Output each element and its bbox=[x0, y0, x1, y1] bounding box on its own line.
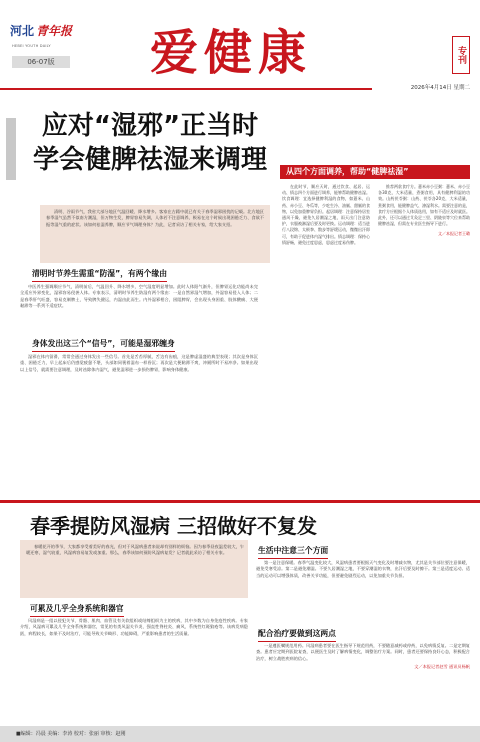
section-6-text: 一是遵医嘱规范用药。风湿病患者要在医生指导下规范用药，不要随意减药或停药，以免病情反复。二是定期复查。患者应定期到医院复查，以便医生及时了解病情变化，调整治疗方案。同时，患者还要保持良好心态，积极配合治疗，树立战胜疾病的信心。 bbox=[256, 643, 470, 661]
section-3-byline: 文／本报记者王璐 bbox=[438, 231, 470, 237]
brand-name: 青年报 bbox=[36, 23, 73, 38]
section-5-text: 第一是注意保暖。春季气温变化较大，风湿病患者要根据天气变化及时增减衣物，尤其是关节部位要注意保暖，避免受寒受凉。第二是避免潮湿。不要久居潮湿之地，不要穿潮湿的衣物，出汗后要及时擦干。第三是适度运动。适当的运动可以增强体质，改善关节功能，但要避免剧烈运动，以免加重关节负担。 bbox=[256, 560, 470, 578]
lead-text: 清明、谷雨节气，我省大部分地区气温回暖、降水增多。客家在古籍中就已有关于春季湿邪困扰的记载。北方地区春季湿气虽然不似南方潮湿，但万物生发，脾胃容易失调，人体若不注意调养，极易在这个时候出现困倦乏力、食欲不振等湿气重的症状。该如何祛湿养脾，顺应节气调理身体？为此，记者采访了相关专家，给大家支招。 bbox=[46, 209, 264, 227]
section-3-text: 在此时节，顺应天时，通过饮食、起居、运动、情志四个方面进行调养，能够帮助健脾祛湿。饮食调理：宜选择健脾利湿的食物，如薏米、山药、赤小豆、冬瓜等，少吃生冷、油腻、甜腻的食物，以免加重脾胃负担。起居调理：注意保持居室通风干燥，避免久居潮湿之地，雨天出门注意防护，衣服被淋湿后要及时更换。运动调理：适当进行八段锦、太极拳、散步等舒缓运动，微微出汗即可，有助于促进体内湿气排出。情志调理：保持心情舒畅，避免过度思虑，思虑过度易伤脾。 bbox=[282, 184, 370, 245]
section-1-title: 清明时节养生需重“防湿”，有两个缘由 bbox=[32, 268, 167, 282]
column-tag: 专刊 bbox=[452, 36, 470, 74]
footer-credits: ■编辑：冯晨 美编：李涛 校对：张丽 审核：赵刚 bbox=[16, 731, 126, 737]
section-3-title: 从四个方面调养，帮助“健脾祛湿” bbox=[280, 165, 470, 179]
section-4-title: 可累及几乎全身系统和器官 bbox=[30, 603, 124, 617]
issue-date: 2026年4月14日 星期二 bbox=[410, 85, 470, 91]
section-1-body bbox=[20, 284, 258, 310]
lead-paragraph bbox=[40, 205, 270, 263]
section-3-body-right bbox=[378, 184, 470, 238]
section-4-text: 风湿病是一组以侵犯关节、骨骼、肌肉、血管及有关软组织或结缔组织为主的疾病，其中多数为自身免疫性疾病。专家介绍，风湿病可累及几乎全身系统和器官，常见的有类风湿关节炎、强直性脊柱炎、痛风、系统性红斑狼疮等。该病发病隐匿，病程较长，如果不及时治疗，可能导致关节畸形、功能障碍，严重影响患者的生活质量。 bbox=[20, 618, 248, 636]
headline-line-1: 应对“湿邪”正当时 bbox=[41, 111, 259, 141]
section-5-title: 生活中注意三个方面 bbox=[258, 545, 328, 559]
section-3-body-left bbox=[282, 184, 370, 246]
section-2-title: 身体发出这三个“信号”，可能是湿邪缠身 bbox=[32, 338, 175, 352]
section-6-byline: 文／本报记者赵雪 通讯员杨帆 bbox=[414, 664, 470, 670]
section-6-body bbox=[256, 643, 470, 671]
section-4-body bbox=[20, 618, 248, 637]
bottom-headline: 春季提防风湿病 三招做好不复发 bbox=[30, 514, 317, 538]
footer-credits-bar bbox=[0, 726, 480, 742]
red-rule bbox=[0, 88, 372, 90]
section-divider bbox=[0, 500, 480, 503]
bottom-lead-text: 春暖花开的季节，大家都享受着美好的春光，但对于风湿病患者来说却有别样的烦恼。因为春季昼夜温差较大，乍暖还寒，湿气较重，风湿病容易复发或加重。那么，春季该如何预防风湿病复发？记者就此采访了相关专家。 bbox=[26, 544, 244, 556]
section-5-body bbox=[256, 560, 470, 579]
brand-english: HEBEI YOUTH DAILY bbox=[12, 44, 51, 48]
brand-logo bbox=[10, 18, 72, 42]
section-3-text-2: 推荐两款食疗方。薏米赤小豆粥：薏米、赤小豆各30克，大米适量，煮粥食用，具有健脾利湿的功效。山药茯苓粥：山药、茯苓各20克，大米适量，煮粥食用，能健脾益气、渗湿利水。需要注意的是，食疗方应根据个人体质选用，如有不适应及时就医。此外，还可以通过艾灸足三里、阴陵泉等穴位来帮助健脾祛湿，但需在专业医生指导下进行。 bbox=[378, 184, 470, 227]
decorative-bar bbox=[6, 118, 16, 180]
section-6-title: 配合治疗要做到这两点 bbox=[258, 628, 336, 642]
bottom-lead bbox=[20, 540, 248, 598]
page-range: 06-07版 bbox=[12, 56, 70, 68]
dateline bbox=[0, 82, 480, 94]
headline-line-2: 学会健脾祛湿来调理 bbox=[32, 145, 267, 175]
section-1-text: 中医养生强调顺应节气，清明前后，气温回升、降水增多，空气湿度明显增加。此时人体阳气渐升，但脾胃运化功能尚未完全适应外界变化，湿邪容易侵袭人体。专家表示，清明时节养生防湿有两个缘由：一是自然界湿气增加，外湿容易侵入人体；二是春季肝气旺盛，容易克制脾土，导致脾失健运，内湿由此而生。内外湿邪相合，困阻脾胃，会出现头身困重、肢体酸痛、大便黏滞等一系列不适症状。 bbox=[20, 284, 258, 309]
section-title: 爱健康 bbox=[150, 25, 313, 81]
section-2-text: 湿邪在体内留滞，常常会通过身体发出一些信号。首先是舌苔厚腻，舌边有齿痕，这是脾虚湿盛的典型表现；其次是身体沉重、困倦乏力，早上起床后仍感觉疲惫不堪，头部如同裹着湿布一样昏沉；再次是大便黏滞不爽，冲厕所时不易冲净。如果出现以上信号，就需要注意调理，及时祛除体内湿气，避免湿邪进一步损伤脾胃，影响身体健康。 bbox=[20, 354, 258, 372]
masthead bbox=[0, 0, 480, 86]
section-2-body bbox=[20, 354, 258, 373]
brand-city: 河北 bbox=[10, 23, 35, 38]
